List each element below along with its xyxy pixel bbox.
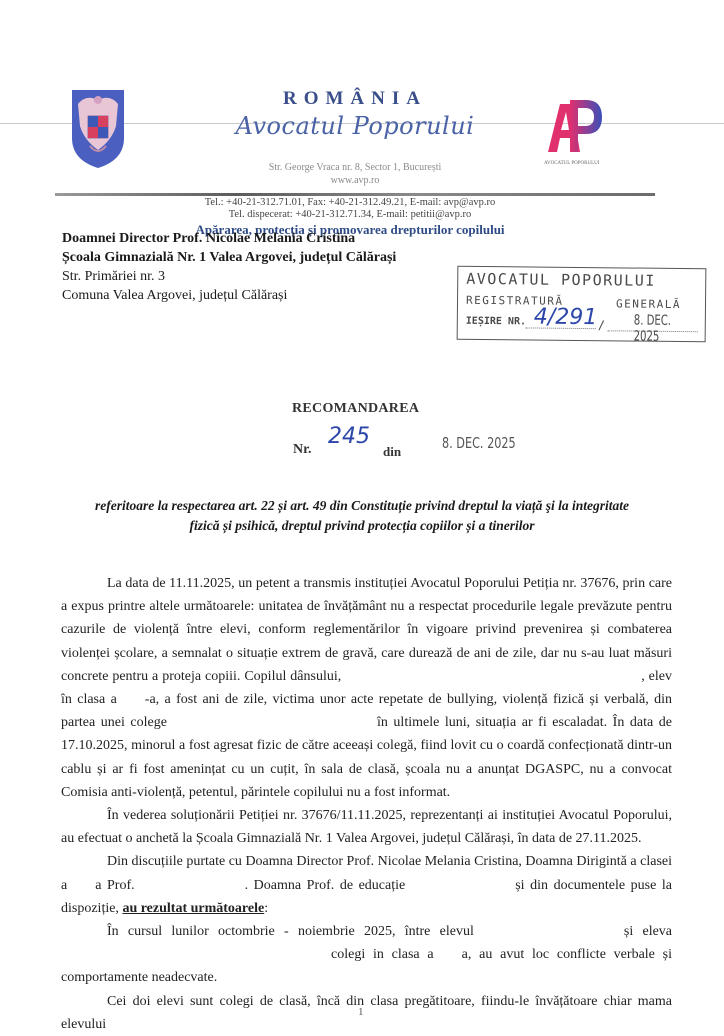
p4-text-c: colegi in clasa a xyxy=(331,947,434,963)
p3-text-c: . Doamna Prof. de educație xyxy=(244,877,406,893)
page-number: 1 xyxy=(358,1006,364,1018)
logo-caption: AVOCATUL POPORULUI xyxy=(544,161,600,166)
p3-text-e: : xyxy=(264,900,269,916)
header-country: ROMÂNIA xyxy=(283,88,427,109)
registry-stamp xyxy=(457,266,707,343)
p4-text-d: a, au avut loc conflicte verbale și comportamente neadecvate. xyxy=(61,947,673,986)
header-address: Str. George Vraca nr. 8, Sector 1, București xyxy=(268,162,442,173)
addressee-school: Școala Gimnazială Nr. 1 Valea Argovei, județul Călărași xyxy=(62,250,397,265)
paragraph-5: Cei doi elevi sunt colegi de clasă, încă din clasa pregătitoare, fiindu-le învățătoare chiar mama elevului xyxy=(61,993,672,1032)
header-institution: Avocatul Poporului xyxy=(235,112,475,140)
stamp-date: 8. DEC. 2025 xyxy=(633,312,672,345)
document-body xyxy=(61,572,672,1036)
p1-text-b: , elev în clasa a xyxy=(61,668,672,708)
addressee-name: Doamnei Director Prof. Nicolae Melania Cristina xyxy=(62,231,356,246)
avp-logo-icon xyxy=(540,90,606,168)
romania-coat-of-arms-icon xyxy=(68,86,128,170)
stamp-exit-number: 4/291 xyxy=(533,304,598,331)
addressee-street: Str. Primăriei nr. 3 xyxy=(62,269,166,284)
number-label: Nr. xyxy=(293,442,312,457)
document-number: 245 xyxy=(328,424,370,449)
stamp-general: GENERALĂ xyxy=(615,297,682,312)
stamp-registry: REGISTRATURĂ xyxy=(465,293,564,308)
header-website: www.avp.ro xyxy=(330,175,380,186)
contact-line-1: Tel.: +40-21-312.71.01, Fax: +40-21-312.49.21, E-mail: avp@avp.ro xyxy=(204,197,496,208)
p4-text-a: În cursul lunilor octombrie - noiembrie 2025, între elevul xyxy=(107,924,474,940)
subject-line-2: fizică și psihică, dreptul privind protecția copiilor și a tinerilor xyxy=(189,518,535,533)
p3-emphasis: au rezultat următoarele xyxy=(122,900,265,916)
stamp-title: AVOCATUL POPORULUI xyxy=(466,269,656,290)
stamp-separator: / xyxy=(597,318,606,333)
paragraph-3 xyxy=(61,850,672,920)
din-label: din xyxy=(383,444,402,459)
addressee-locality: Comuna Valea Argovei, județul Călărași xyxy=(62,288,288,303)
p1-text-a: La data de 11.11.2025, un petent a transmis instituției Avocatul Poporului Petiția nr. 37676, prin care a expus printre altele următoarele: unitatea de învățământ nu a respectat procedurile legale prevăzute pentru cazurile de violență între elevi, conform reglementărilor în vigoare privind prevenirea și combaterea violenței școlare, a semnalat o situație extrem de gravă, care durează de ani de zile, dar nu s-au luat măsuri concrete pentru a proteja copiii. Copilul dânsului, xyxy=(61,576,672,684)
p3-text-d: și din documentele puse la dispoziție, xyxy=(61,877,672,916)
p3-text-a: Din discuțiile purtate cu Doamna Director Prof. Nicolae Melania Cristina, Doamna Dirigintă a clasei a xyxy=(61,854,672,893)
stamp-exit-label: IEȘIRE NR. xyxy=(465,315,527,328)
contact-line-2: Tel. dispecerat: +40-21-312.71.34, E-mail: petitii@avp.ro xyxy=(228,209,472,220)
paragraph-1 xyxy=(61,572,672,804)
header-contact xyxy=(150,197,550,221)
document-subject xyxy=(52,496,672,536)
paragraph-4 xyxy=(61,920,672,990)
paragraph-2: În vederea soluționării Petiției nr. 37676/11.11.2025, reprezentanți ai instituției Avocatul Poporului, au efectuat o anchetă la Școala Gimnazială Nr. 1 Valea Argovei, județul Călărași, în data de 27.11.2025. xyxy=(61,808,672,847)
document-date: 8. DEC. 2025 xyxy=(442,434,516,452)
header-motto: Apărarea, protecția și promovarea drepturilor copilului xyxy=(195,222,505,237)
p3-text-b: a Prof. xyxy=(95,877,135,893)
subject-line-1: referitoare la respectarea art. 22 și art. 49 din Constituție privind dreptul la viață şi la integritate xyxy=(94,498,629,513)
header-address-block xyxy=(215,161,495,187)
p4-text-b: și eleva xyxy=(623,924,673,940)
header-rule xyxy=(55,193,655,196)
p1-text-d: în ultimele luni, situația ar fi escaladat. În data de 17.10.2025, minorul a fost agresat fizic de către aceeași colegă, fiind lovit cu o coardă confecționată dintr-un cablu și ar fi fost amenințat cu un cuțit, în sala de clasă, școala nu a anunțat DGASPC, nu a convocat Comisia anti-violență, petentul, părintele copilului nu a fost informat. xyxy=(61,715,672,800)
addressee-block xyxy=(62,229,396,305)
document-title: RECOMANDAREA xyxy=(292,401,420,416)
p1-text-c: -a, a fost ani de zile, victima unor acte repetate de bullying, violență fizică și verbală, din partea unei colege xyxy=(61,692,672,731)
